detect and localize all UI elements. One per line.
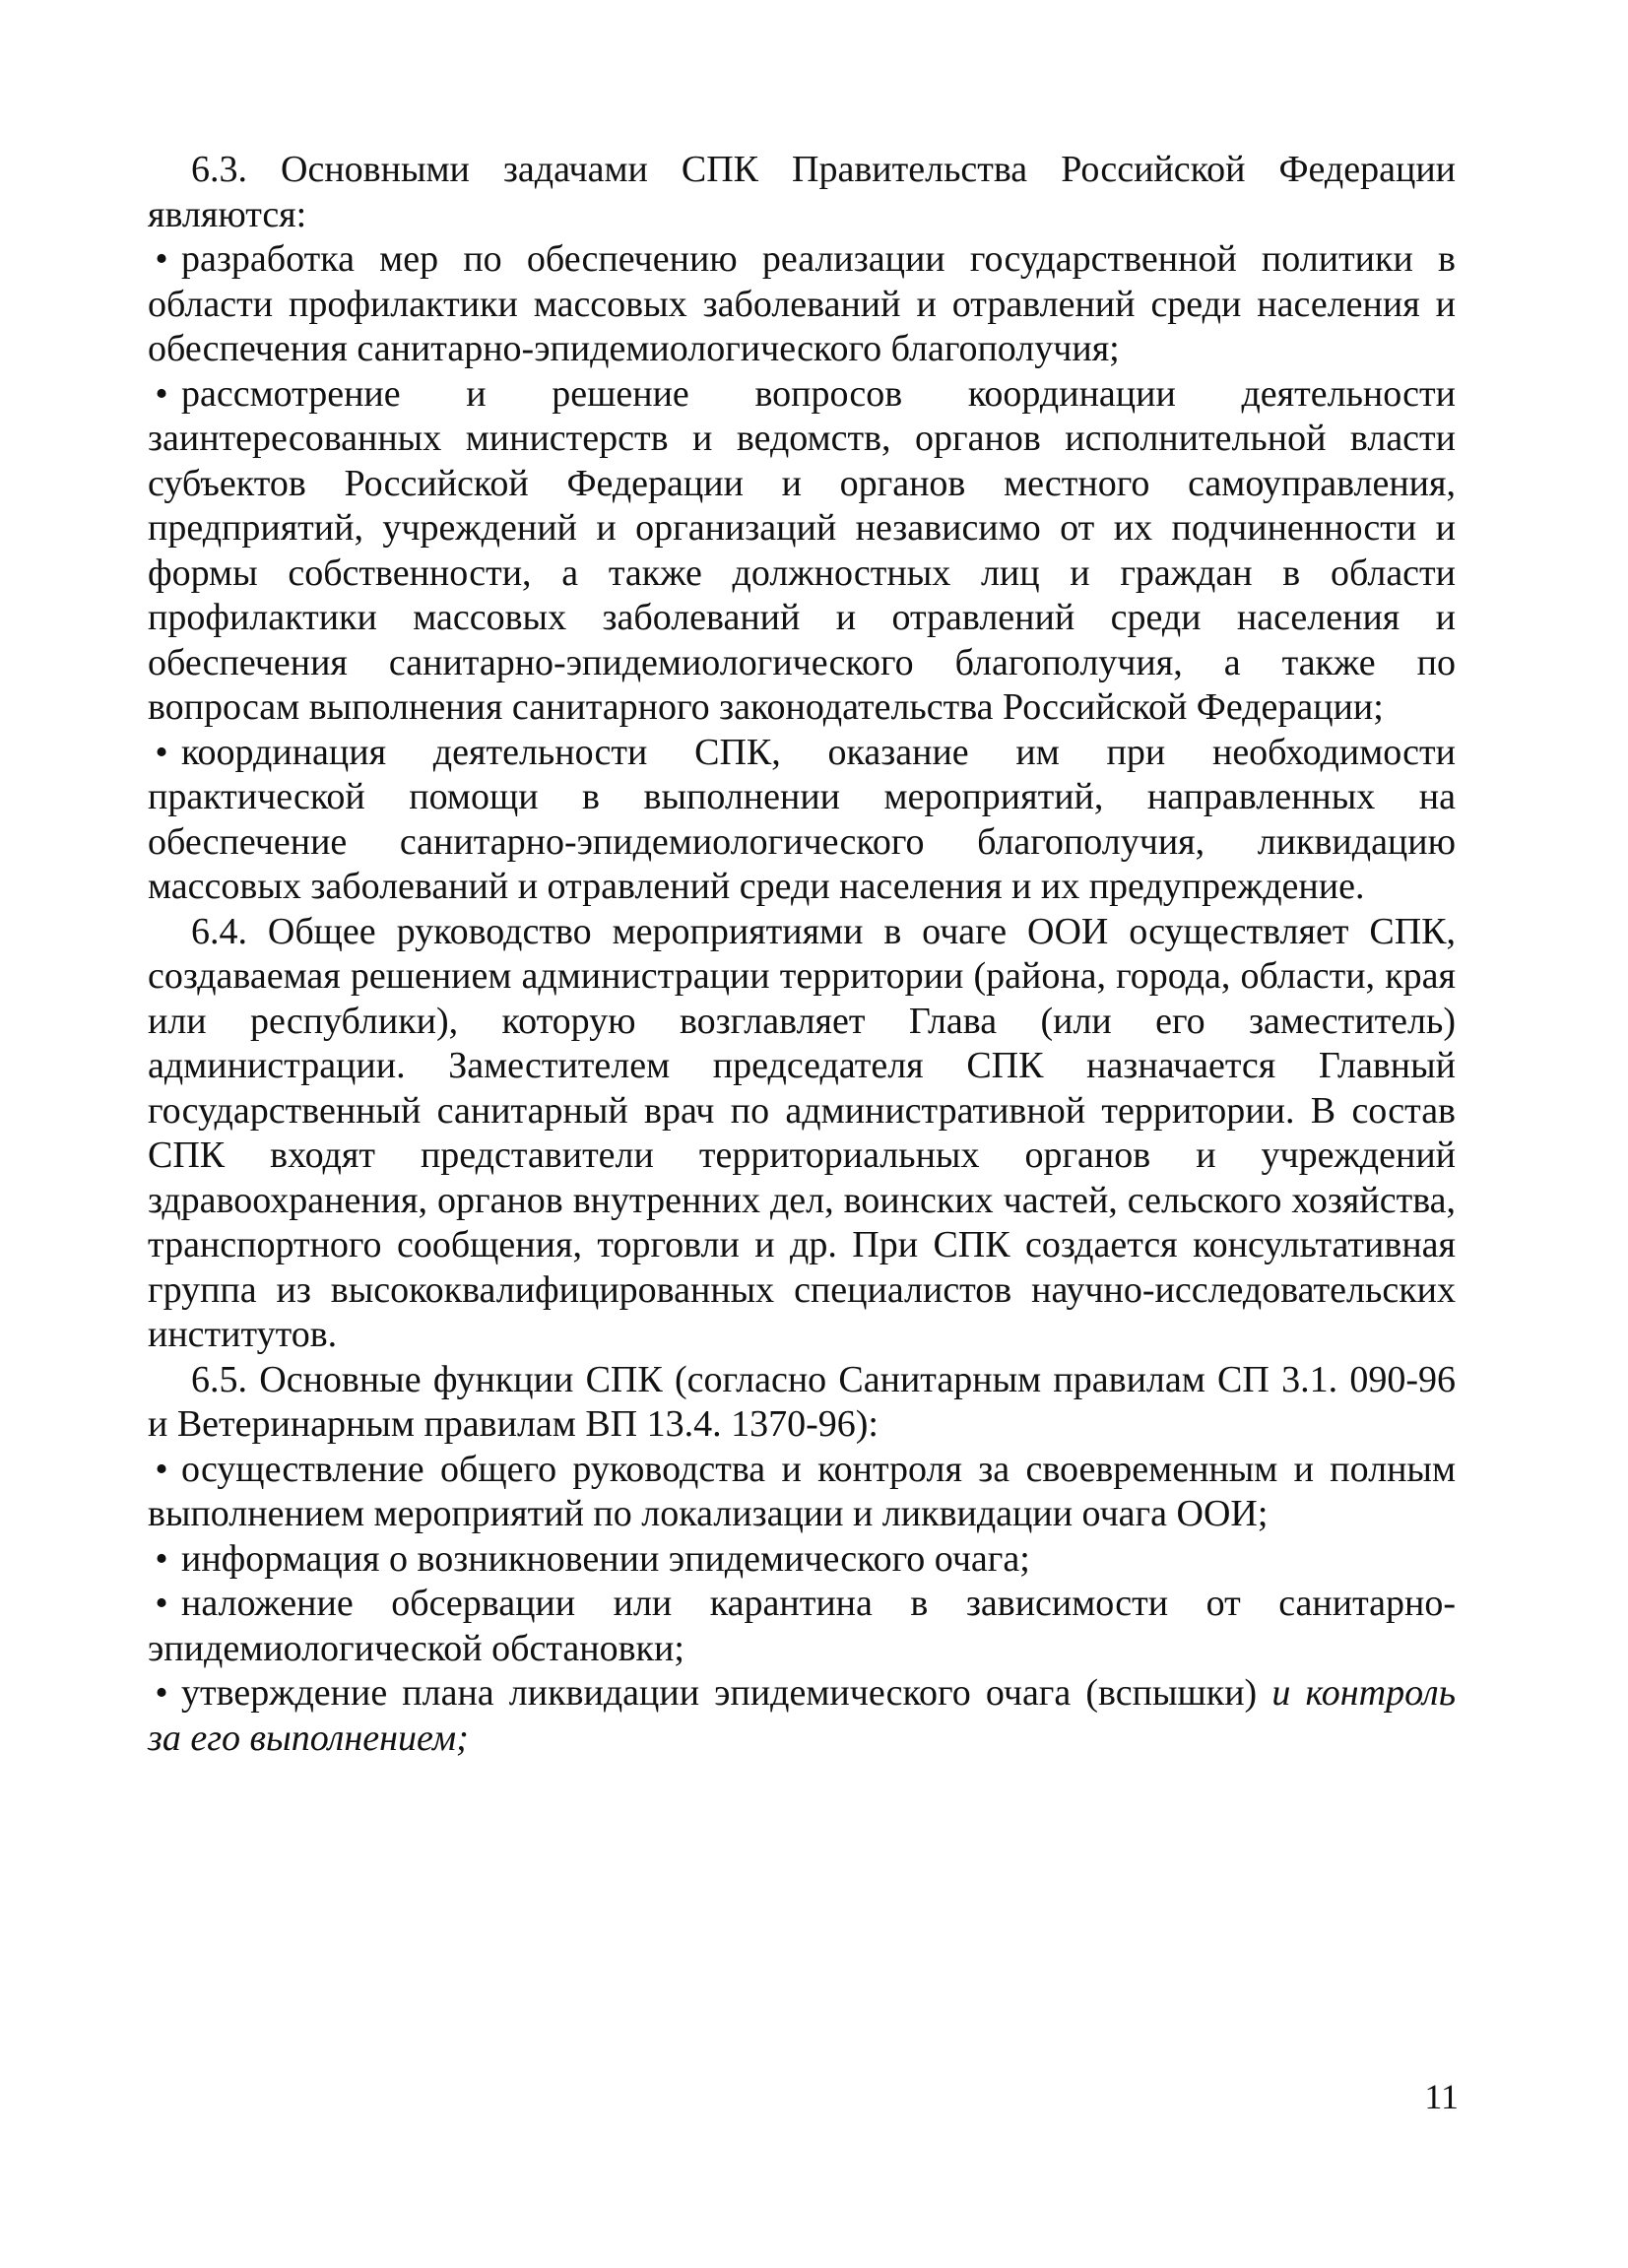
list-item — [148, 1448, 1456, 1537]
list-item — [148, 372, 1456, 731]
list-item — [148, 1582, 1456, 1671]
section-6-5-intro: 6.5. Основные функции СПК (согласно Санитарным правилам СП 3.1. 090-96 и Ветеринарным правилам ВП 13.4. 1370-96): — [148, 1358, 1456, 1445]
document-page — [148, 148, 1456, 2107]
section-6-4-paragraph: 6.4. Общее руководство мероприятиями в очаге ООИ осуществляет СПК, создаваемая решением администрации территории (района, города, области, края или республики), которую возглавляет Глава (или его заместитель) администрации. Заместителем председателя СПК назначается Главный государственный санитарный врач по административной территории. В состав СПК входят представители территориальных органов и учреждений здравоохранения, органов внутренних дел, воинских частей, сельского хозяйства, транспортного сообщения, торговли и др. При СПК создается консультативная группа из высококвалифицированных специалистов научно-исследовательских институтов. — [148, 910, 1456, 1355]
page-number: 11 — [1424, 2077, 1459, 2116]
list-item-text: рассмотрение и решение вопросов координации деятельности заинтересованных министерств и ведомств, органов исполнительной власти субъектов Российской Федерации и органов местного самоуправления, предприятий, учреждений и организаций независимо от их подчиненности и формы собственности, а также должностных лиц и граждан в области профилактики массовых заболеваний и отравлений среди населения и обеспечения санитарно-эпидемиологического благополучия, а также по вопросам выполнения санитарного законодательства Российской Федерации; — [148, 372, 1456, 728]
section-6-3-intro: 6.3. Основными задачами СПК Правительства Российской Федерации являются: — [148, 149, 1456, 235]
list-item — [148, 1537, 1456, 1583]
document-body — [148, 148, 1456, 1761]
list-item-text: информация о возникновении эпидемического очага; — [181, 1537, 1030, 1580]
list-item-text: наложение обсервации или карантина в зависимости от санитарно-эпидемиологической обстановки; — [148, 1583, 1456, 1669]
list-item-text: координация деятельности СПК, оказание им при необходимости практической помощи в выполнении мероприятий, направленных на обеспечение санитарно-эпидемиологического благополучия, ликвидацию массовых заболеваний и отравлений среди населения и их предупреждение. — [148, 731, 1456, 907]
list-item-text: разработка мер по обеспечению реализации государственной политики в области профилактики массовых заболеваний и отравлений среди населения и обеспечения санитарно-эпидемиологического благополучия; — [148, 238, 1456, 369]
bullet-icon: • — [155, 238, 168, 280]
list-item — [148, 237, 1456, 372]
bullet-icon: • — [155, 372, 168, 415]
list-item-text: осуществление общего руководства и контроля за своевременным и полным выполнением мероприятий по локализации и ликвидации очага ООИ; — [148, 1448, 1456, 1534]
list-item — [148, 1671, 1456, 1761]
bullet-icon: • — [155, 1672, 168, 1714]
bullet-icon: • — [155, 1537, 168, 1580]
bullet-icon: • — [155, 731, 168, 773]
list-item-italic-text: и контроль за его выполнением; — [148, 1672, 1457, 1759]
list-item-text: утверждение плана ликвидации эпидемического очага (вспышки) — [181, 1672, 1258, 1714]
list-item — [148, 731, 1456, 910]
bullet-icon: • — [155, 1448, 168, 1490]
bullet-icon: • — [155, 1583, 168, 1624]
